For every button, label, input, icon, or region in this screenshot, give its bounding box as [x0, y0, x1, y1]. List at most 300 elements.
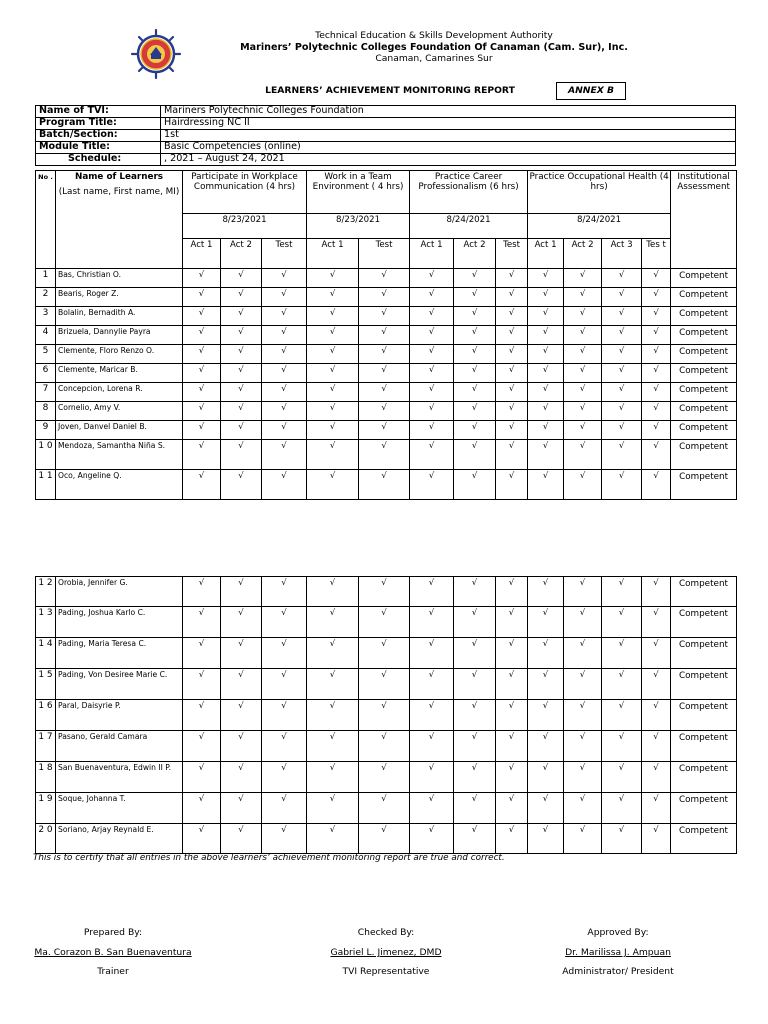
- learner-name: Mendoza, Samantha Niña S.: [56, 440, 183, 470]
- learner-number: 1 2: [36, 577, 56, 607]
- check-mark: √: [528, 383, 564, 402]
- check-mark: √: [307, 440, 359, 470]
- assessment-result: Competent: [671, 288, 737, 307]
- check-mark: √: [410, 421, 454, 440]
- check-mark: √: [359, 824, 410, 854]
- check-mark: √: [307, 383, 359, 402]
- learner-number: 1 6: [36, 700, 56, 731]
- check-mark: √: [359, 307, 410, 326]
- check-mark: √: [642, 700, 671, 731]
- check-mark: √: [528, 669, 564, 700]
- check-mark: √: [262, 669, 307, 700]
- check-mark: √: [262, 326, 307, 345]
- check-mark: √: [642, 383, 671, 402]
- check-mark: √: [410, 288, 454, 307]
- check-mark: √: [564, 607, 602, 638]
- learner-row: [36, 470, 737, 500]
- check-mark: √: [564, 364, 602, 383]
- check-mark: √: [262, 440, 307, 470]
- check-mark: √: [183, 269, 221, 288]
- learner-row: [36, 307, 737, 326]
- signatory-name: Gabriel L. Jimenez, DMD: [330, 947, 442, 958]
- info-table: [35, 105, 736, 166]
- check-mark: √: [307, 345, 359, 364]
- info-value: Mariners Polytechnic Colleges Foundation: [161, 106, 736, 118]
- check-mark: √: [564, 793, 602, 824]
- check-mark: √: [564, 731, 602, 762]
- check-mark: √: [262, 470, 307, 500]
- check-mark: √: [262, 383, 307, 402]
- name-header: [56, 171, 183, 269]
- learner-row: [36, 731, 737, 762]
- assessment-result: Competent: [671, 440, 737, 470]
- check-mark: √: [410, 577, 454, 607]
- activity-header: Test: [496, 239, 528, 269]
- competency-header: Participate in Workplace Communication (4 hrs): [183, 171, 307, 214]
- check-mark: √: [307, 402, 359, 421]
- check-mark: √: [221, 383, 262, 402]
- check-mark: √: [528, 700, 564, 731]
- check-mark: √: [454, 470, 496, 500]
- learner-row: [36, 269, 737, 288]
- activity-header: Act 1: [528, 239, 564, 269]
- check-mark: √: [221, 577, 262, 607]
- check-mark: √: [307, 269, 359, 288]
- assessment-result: Competent: [671, 700, 737, 731]
- check-mark: √: [410, 824, 454, 854]
- check-mark: √: [183, 762, 221, 793]
- check-mark: √: [410, 470, 454, 500]
- check-mark: √: [642, 470, 671, 500]
- check-mark: √: [262, 288, 307, 307]
- learner-number: 1 4: [36, 638, 56, 669]
- learner-name: Concepcion, Lorena R.: [56, 383, 183, 402]
- check-mark: √: [454, 383, 496, 402]
- assessment-result: Competent: [671, 383, 737, 402]
- check-mark: √: [359, 326, 410, 345]
- check-mark: √: [602, 440, 642, 470]
- check-mark: √: [528, 824, 564, 854]
- check-mark: √: [528, 269, 564, 288]
- check-mark: √: [454, 731, 496, 762]
- check-mark: √: [454, 793, 496, 824]
- achievement-table-page2: [35, 576, 737, 854]
- check-mark: √: [221, 669, 262, 700]
- info-label: Schedule:: [36, 153, 161, 165]
- check-mark: √: [528, 402, 564, 421]
- check-mark: √: [602, 421, 642, 440]
- competency-date: 8/24/2021: [528, 214, 671, 239]
- learner-row: [36, 762, 737, 793]
- check-mark: √: [602, 470, 642, 500]
- learner-name: Soque, Johanna T.: [56, 793, 183, 824]
- check-mark: √: [221, 793, 262, 824]
- check-mark: √: [262, 824, 307, 854]
- check-mark: √: [221, 269, 262, 288]
- check-mark: √: [262, 762, 307, 793]
- check-mark: √: [221, 345, 262, 364]
- check-mark: √: [602, 700, 642, 731]
- check-mark: √: [496, 669, 528, 700]
- check-mark: √: [564, 700, 602, 731]
- check-mark: √: [262, 307, 307, 326]
- check-mark: √: [410, 762, 454, 793]
- activity-header: Act 3: [602, 239, 642, 269]
- learner-number: 7: [36, 383, 56, 402]
- check-mark: √: [307, 288, 359, 307]
- check-mark: √: [359, 440, 410, 470]
- info-label: Batch/Section:: [36, 129, 161, 141]
- check-mark: √: [307, 762, 359, 793]
- check-mark: √: [183, 669, 221, 700]
- check-mark: √: [221, 607, 262, 638]
- check-mark: √: [602, 577, 642, 607]
- check-mark: √: [564, 307, 602, 326]
- activity-header: Act 1: [307, 239, 359, 269]
- check-mark: √: [528, 470, 564, 500]
- check-mark: √: [221, 288, 262, 307]
- learner-number: 8: [36, 402, 56, 421]
- learner-name: Bearis, Roger Z.: [56, 288, 183, 307]
- check-mark: √: [262, 577, 307, 607]
- check-mark: √: [359, 700, 410, 731]
- check-mark: √: [642, 421, 671, 440]
- check-mark: √: [183, 470, 221, 500]
- check-mark: √: [642, 669, 671, 700]
- learner-number: 3: [36, 307, 56, 326]
- check-mark: √: [183, 402, 221, 421]
- check-mark: √: [602, 269, 642, 288]
- learner-rows-page2: [36, 577, 737, 854]
- check-mark: √: [410, 383, 454, 402]
- check-mark: √: [496, 470, 528, 500]
- learner-row: [36, 440, 737, 470]
- learner-name: Pasano, Gerald Camara: [56, 731, 183, 762]
- check-mark: √: [528, 638, 564, 669]
- check-mark: √: [221, 700, 262, 731]
- assessment-result: Competent: [671, 421, 737, 440]
- name-header-title: Name of Learners: [74, 172, 164, 182]
- learner-number: 1 0: [36, 440, 56, 470]
- assessment-result: Competent: [671, 269, 737, 288]
- check-mark: √: [454, 364, 496, 383]
- check-mark: √: [564, 440, 602, 470]
- info-label: Module Title:: [36, 141, 161, 153]
- check-mark: √: [221, 402, 262, 421]
- check-mark: √: [528, 577, 564, 607]
- check-mark: √: [359, 638, 410, 669]
- learner-row: [36, 364, 737, 383]
- check-mark: √: [221, 421, 262, 440]
- activity-header: Act 1: [410, 239, 454, 269]
- learner-row: [36, 383, 737, 402]
- check-mark: √: [496, 269, 528, 288]
- check-mark: √: [642, 364, 671, 383]
- learner-number: 1 5: [36, 669, 56, 700]
- check-mark: √: [307, 731, 359, 762]
- check-mark: √: [528, 607, 564, 638]
- learner-row: [36, 607, 737, 638]
- header-row: [36, 171, 737, 214]
- learner-name: Soriano, Arjay Reynald E.: [56, 824, 183, 854]
- check-mark: √: [221, 470, 262, 500]
- activity-header: Act 2: [454, 239, 496, 269]
- assessment-result: Competent: [671, 345, 737, 364]
- info-row: [36, 117, 736, 129]
- check-mark: √: [602, 326, 642, 345]
- check-mark: √: [602, 345, 642, 364]
- assessment-result: Competent: [671, 607, 737, 638]
- signatory-name: Ma. Corazon B. San Buenaventura: [34, 947, 192, 958]
- check-mark: √: [454, 762, 496, 793]
- check-mark: √: [307, 793, 359, 824]
- check-mark: √: [528, 345, 564, 364]
- check-mark: √: [307, 607, 359, 638]
- check-mark: √: [496, 731, 528, 762]
- learner-name: Pading, Maria Teresa C.: [56, 638, 183, 669]
- check-mark: √: [183, 307, 221, 326]
- assessment-result: Competent: [671, 470, 737, 500]
- check-mark: √: [496, 307, 528, 326]
- certification-statement: This is to certify that all entries in the above learners’ achievement monitoring report are true and correct.: [33, 853, 505, 863]
- check-mark: √: [454, 607, 496, 638]
- check-mark: √: [642, 440, 671, 470]
- signatory-role: Prepared By:: [83, 927, 143, 938]
- info-value: , 2021 – August 24, 2021: [161, 153, 736, 165]
- learner-number: 5: [36, 345, 56, 364]
- check-mark: √: [642, 345, 671, 364]
- assessment-result: Competent: [671, 762, 737, 793]
- competency-header: Work in a Team Environment ( 4 hrs): [307, 171, 410, 214]
- check-mark: √: [642, 288, 671, 307]
- activity-header: Act 2: [221, 239, 262, 269]
- check-mark: √: [262, 793, 307, 824]
- check-mark: √: [262, 402, 307, 421]
- check-mark: √: [410, 326, 454, 345]
- check-mark: √: [183, 824, 221, 854]
- check-mark: √: [183, 577, 221, 607]
- check-mark: √: [454, 638, 496, 669]
- learner-number: 1 7: [36, 731, 56, 762]
- check-mark: √: [564, 669, 602, 700]
- learner-name: Paral, Daisyrie P.: [56, 700, 183, 731]
- check-mark: √: [454, 421, 496, 440]
- check-mark: √: [183, 700, 221, 731]
- competency-date: 8/23/2021: [183, 214, 307, 239]
- check-mark: √: [496, 364, 528, 383]
- check-mark: √: [183, 383, 221, 402]
- check-mark: √: [496, 383, 528, 402]
- check-mark: √: [183, 421, 221, 440]
- check-mark: √: [528, 326, 564, 345]
- check-mark: √: [564, 288, 602, 307]
- check-mark: √: [221, 824, 262, 854]
- check-mark: √: [307, 364, 359, 383]
- institution-name: Mariners’ Polytechnic Colleges Foundation Of Canaman (Cam. Sur), Inc.: [240, 41, 628, 53]
- check-mark: √: [528, 288, 564, 307]
- check-mark: √: [454, 824, 496, 854]
- assessment-result: Competent: [671, 326, 737, 345]
- check-mark: √: [642, 607, 671, 638]
- learner-row: [36, 345, 737, 364]
- check-mark: √: [359, 669, 410, 700]
- competency-header: Practice Occupational Health (4 hrs): [528, 171, 671, 214]
- check-mark: √: [359, 793, 410, 824]
- check-mark: √: [307, 824, 359, 854]
- institution-address: Canaman, Camarines Sur: [375, 53, 493, 64]
- check-mark: √: [410, 731, 454, 762]
- check-mark: √: [221, 762, 262, 793]
- check-mark: √: [496, 762, 528, 793]
- check-mark: √: [564, 326, 602, 345]
- check-mark: √: [307, 307, 359, 326]
- signatory-checked: [276, 927, 496, 980]
- check-mark: √: [454, 577, 496, 607]
- check-mark: √: [642, 762, 671, 793]
- check-mark: √: [642, 638, 671, 669]
- learner-row: [36, 669, 737, 700]
- activity-header: Test: [359, 239, 410, 269]
- learner-number: 6: [36, 364, 56, 383]
- learner-name: Clemente, Floro Renzo O.: [56, 345, 183, 364]
- learner-row: [36, 577, 737, 607]
- check-mark: √: [602, 731, 642, 762]
- signatory-approved: [508, 927, 728, 980]
- check-mark: √: [454, 288, 496, 307]
- check-mark: √: [359, 364, 410, 383]
- check-mark: √: [221, 638, 262, 669]
- assessment-result: Competent: [671, 669, 737, 700]
- info-value: 1st: [161, 129, 736, 141]
- check-mark: √: [564, 638, 602, 669]
- signatory-position: TVI Representative: [342, 966, 430, 977]
- check-mark: √: [183, 607, 221, 638]
- check-mark: √: [642, 793, 671, 824]
- check-mark: √: [307, 638, 359, 669]
- check-mark: √: [454, 402, 496, 421]
- learner-row: [36, 402, 737, 421]
- check-mark: √: [262, 731, 307, 762]
- check-mark: √: [183, 345, 221, 364]
- learner-row: [36, 638, 737, 669]
- check-mark: √: [528, 364, 564, 383]
- check-mark: √: [454, 700, 496, 731]
- check-mark: √: [642, 824, 671, 854]
- check-mark: √: [642, 577, 671, 607]
- check-mark: √: [307, 700, 359, 731]
- info-row: [36, 141, 736, 153]
- check-mark: √: [221, 440, 262, 470]
- activity-header: Tes t: [642, 239, 671, 269]
- check-mark: √: [496, 577, 528, 607]
- check-mark: √: [262, 364, 307, 383]
- check-mark: √: [602, 402, 642, 421]
- check-mark: √: [454, 345, 496, 364]
- annex-label: ANNEX B: [556, 82, 626, 100]
- assessment-result: Competent: [671, 638, 737, 669]
- check-mark: √: [221, 326, 262, 345]
- info-row: [36, 106, 736, 118]
- check-mark: √: [307, 577, 359, 607]
- check-mark: √: [221, 731, 262, 762]
- check-mark: √: [262, 638, 307, 669]
- learner-number: 2: [36, 288, 56, 307]
- learner-number: 2 0: [36, 824, 56, 854]
- check-mark: √: [359, 470, 410, 500]
- learner-number: 9: [36, 421, 56, 440]
- check-mark: √: [262, 345, 307, 364]
- check-mark: √: [642, 269, 671, 288]
- check-mark: √: [496, 345, 528, 364]
- check-mark: √: [307, 669, 359, 700]
- info-row: [36, 129, 736, 141]
- learner-number: 1 1: [36, 470, 56, 500]
- check-mark: √: [410, 345, 454, 364]
- check-mark: √: [602, 762, 642, 793]
- check-mark: √: [496, 421, 528, 440]
- check-mark: √: [410, 307, 454, 326]
- achievement-table-page1: [35, 170, 737, 500]
- document-header: [0, 28, 768, 78]
- learner-name: Orobia, Jennifer G.: [56, 577, 183, 607]
- check-mark: √: [564, 421, 602, 440]
- check-mark: √: [183, 638, 221, 669]
- learner-number: 1 3: [36, 607, 56, 638]
- competency-header: Practice Career Professionalism (6 hrs): [410, 171, 528, 214]
- check-mark: √: [496, 824, 528, 854]
- check-mark: √: [262, 269, 307, 288]
- check-mark: √: [564, 402, 602, 421]
- check-mark: √: [221, 364, 262, 383]
- no-header: No .: [36, 171, 56, 269]
- check-mark: √: [410, 669, 454, 700]
- check-mark: √: [359, 731, 410, 762]
- check-mark: √: [410, 793, 454, 824]
- learner-name: Cornelio, Amy V.: [56, 402, 183, 421]
- check-mark: √: [359, 607, 410, 638]
- check-mark: √: [359, 269, 410, 288]
- learner-name: Joven, Danvel Daniel B.: [56, 421, 183, 440]
- check-mark: √: [410, 700, 454, 731]
- learner-name: Bas, Christian O.: [56, 269, 183, 288]
- check-mark: √: [307, 326, 359, 345]
- check-mark: √: [602, 364, 642, 383]
- check-mark: √: [183, 326, 221, 345]
- learner-name: Pading, Von Desiree Marie C.: [56, 669, 183, 700]
- check-mark: √: [496, 440, 528, 470]
- learner-name: Clemente, Maricar B.: [56, 364, 183, 383]
- info-row: [36, 153, 736, 165]
- check-mark: √: [602, 793, 642, 824]
- check-mark: √: [307, 470, 359, 500]
- check-mark: √: [564, 762, 602, 793]
- competency-date: 8/24/2021: [410, 214, 528, 239]
- signatory-position: Trainer: [97, 966, 129, 977]
- learner-name: Bolalin, Bernadith A.: [56, 307, 183, 326]
- check-mark: √: [602, 307, 642, 326]
- check-mark: √: [496, 638, 528, 669]
- check-mark: √: [564, 824, 602, 854]
- check-mark: √: [564, 577, 602, 607]
- check-mark: √: [564, 470, 602, 500]
- check-mark: √: [221, 307, 262, 326]
- check-mark: √: [262, 700, 307, 731]
- info-label: Name of TVI:: [36, 106, 161, 118]
- competency-date: 8/23/2021: [307, 214, 410, 239]
- learner-row: [36, 824, 737, 854]
- check-mark: √: [528, 731, 564, 762]
- learner-row: [36, 288, 737, 307]
